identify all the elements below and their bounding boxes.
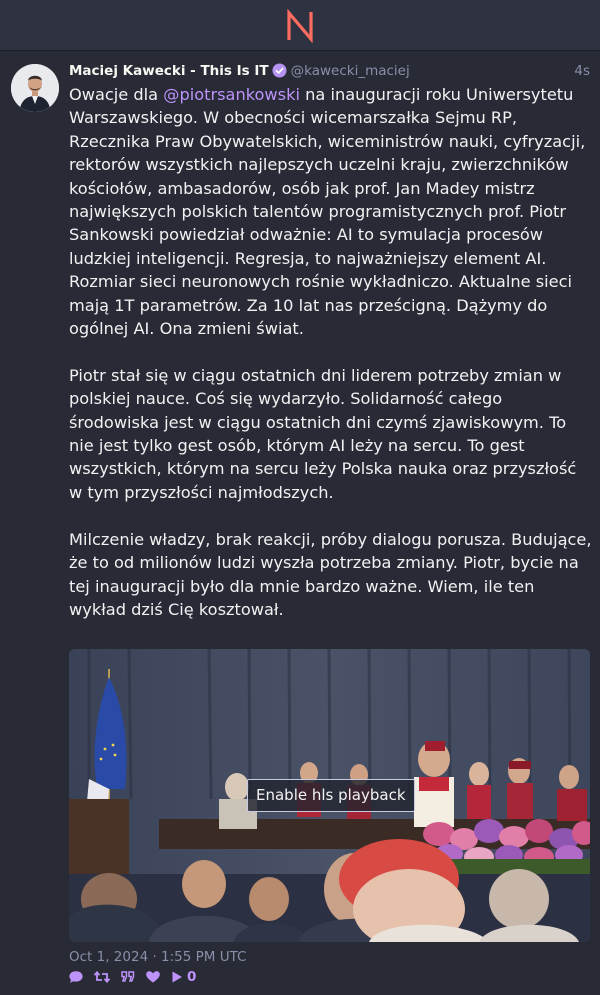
tweet-stats — [68, 968, 205, 986]
tweet-card — [0, 51, 600, 995]
tweet-paragraph: Milczenie władzy, brak reakcji, próby dialogu porusza. Budujące, że to od milionów ludzi wyszła potrzeba zmiany. Piotr, bycie na tej inauguracji było dla mnie bardzo ważne. Wiem, ile ten wykład dziś Cię kosztował. — [69, 529, 592, 619]
retweet-stat[interactable] — [93, 970, 111, 984]
heart-icon — [145, 970, 161, 984]
views-count: 0 — [187, 969, 197, 985]
tweet-paragraph: Owacje dla @piotrsankowski na inauguracji roku Uniwersytetu Warszawskiego. W obecności wicemarszałka Sejmu RP, Rzecznika Praw Obywatelskich, wiceministrów nauki, cyfryzacji, rektorów wszystkich najlepszych uczelni kraju, zwierzchników kościołów, ambasadorów, osób jak prof. Jan Madey mistrz największych polskich talentów programistycznych prof. Piotr Sankowski powiedział odważnie: AI to symulacja procesów ludzkiej inteligencji. Regresja, to najważniejszy element AI. Rozmiar sieci neuronowych rośnie wykładniczo. Aktualne sieci mają 1T parametrów. Za 10 lat nas prześcigną. Dążymy do ogólnej AI. Ona zmieni świat. — [69, 85, 586, 339]
retweet-icon — [93, 970, 111, 984]
avatar-image — [11, 64, 59, 112]
verified-badge-icon — [272, 63, 287, 78]
tweet-paragraph: Piotr stał się w ciągu ostatnich dni liderem potrzeby zmian w polskiej nauce. Coś się wydarzyło. Solidarność całego środowiska jest w ciągu ostatnich dni czymś zjawiskowym. To nie jest tylko gest osób, którym AI leży na sercu. To gest wszystkich, którym na sercu leży Polska nauka oraz przyszłość w tym przyszłości najmłodszych. — [69, 365, 577, 502]
play-icon — [170, 970, 184, 984]
tweet-content — [69, 83, 594, 621]
tweet-date[interactable]: Oct 1, 2024 · 1:55 PM UTC — [69, 949, 247, 965]
enable-hls-playback-button[interactable]: Enable hls playback — [247, 779, 415, 812]
quote-stat[interactable] — [120, 970, 136, 984]
comment-stat[interactable] — [68, 970, 84, 984]
quote-icon — [120, 970, 136, 984]
avatar[interactable] — [11, 64, 59, 112]
comment-icon — [68, 970, 84, 984]
video-player[interactable] — [69, 649, 590, 942]
author-username[interactable]: @kawecki_maciej — [290, 63, 410, 79]
author-fullname[interactable]: Maciej Kawecki - This Is IT — [69, 63, 269, 79]
like-stat[interactable] — [145, 970, 161, 984]
tweet-header — [69, 61, 590, 81]
nitter-logo-icon[interactable] — [285, 9, 315, 43]
top-navigation-bar — [0, 0, 600, 51]
views-stat[interactable] — [170, 969, 196, 985]
tweet-timestamp[interactable]: 4s — [574, 63, 590, 79]
mention-link[interactable]: @piotrsankowski — [163, 85, 300, 104]
